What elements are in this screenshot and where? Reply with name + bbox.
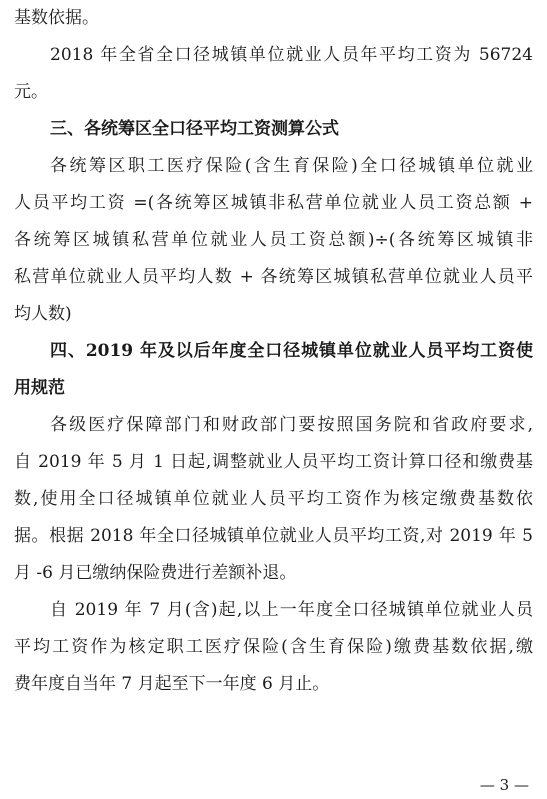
- text-line: 各级医疗保障部门和财政部门要按照国务院和省政府要求,: [50, 415, 533, 435]
- text-line: 月 -6 月已缴纳保险费进行差额补退。: [14, 563, 297, 583]
- text-line: 自 2019 年 5 月 1 日起,调整就业人员平均工资计算口径和缴费基: [14, 452, 533, 472]
- text-line: 均人数): [14, 304, 72, 324]
- section-heading: 三、各统筹区全口径平均工资测算公式: [50, 119, 339, 139]
- section-heading-continuation: 用规范: [14, 378, 65, 398]
- text-line: 平均工资作为核定职工医疗保险(含生育保险)缴费基数依据,缴: [14, 637, 533, 657]
- text-line: 私营单位就业人员平均人数 + 各统筹区城镇私营单位就业人员平: [14, 267, 533, 287]
- text-line: 2018 年全省全口径城镇单位就业人员年平均工资为 56724: [50, 45, 533, 65]
- text-line: 基数依据。: [14, 8, 99, 28]
- text-line: 人员平均工资 =(各统筹区城镇非私营单位就业人员工资总额 +: [14, 193, 533, 213]
- text-line: 数,使用全口径城镇单位就业人员平均工资作为核定缴费基数依: [14, 489, 533, 509]
- text-line: 各统筹区职工医疗保险(含生育保险)全口径城镇单位就业: [50, 156, 533, 176]
- text-line: 元。: [14, 82, 48, 102]
- text-line: 据。根据 2018 年全口径城镇单位就业人员平均工资,对 2019 年 5: [14, 526, 533, 546]
- page-number: — 3 —: [479, 776, 529, 794]
- text-line: 费年度自当年 7 月起至下一年度 6 月止。: [14, 674, 330, 694]
- section-heading: 四、2019 年及以后年度全口径城镇单位就业人员平均工资使: [50, 341, 533, 361]
- text-line: 各统筹区城镇私营单位就业人员工资总额)÷(各统筹区城镇非: [14, 230, 533, 250]
- text-line: 自 2019 年 7 月(含)起,以上一年度全口径城镇单位就业人员: [50, 600, 533, 620]
